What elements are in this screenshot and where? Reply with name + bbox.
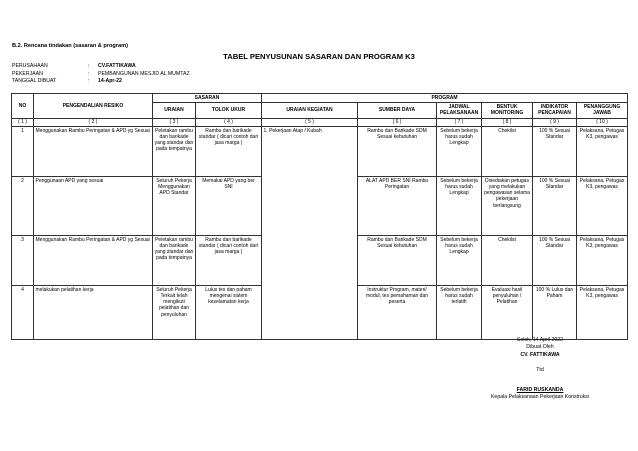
header-program: PROGRAM bbox=[262, 94, 628, 103]
signature-position: Kepala Pelaksanaan Pekerjaan Konstruksi bbox=[490, 394, 590, 401]
meta-project bbox=[12, 71, 190, 79]
col-number: ( 6 ) bbox=[358, 118, 437, 126]
col-number: ( 7 ) bbox=[437, 118, 482, 126]
meta-colon: : bbox=[88, 78, 90, 85]
header-no: NO bbox=[12, 94, 34, 119]
meta-label: PERUSAHAAN bbox=[12, 63, 48, 69]
meta-label: PEKERJAAN bbox=[12, 70, 43, 77]
cell-penanggung: Pelaksana, Petugas K3, pengawas bbox=[577, 126, 628, 176]
cell-pengendalian: Menggunakan Rambu Peringatan & APD yg Sesuai bbox=[34, 126, 153, 176]
cell-uraian-kegiatan: 1. Pekerjaan Atap / Kubah bbox=[262, 126, 358, 339]
header-jadwal: JADWAL PELAKSANAAN bbox=[437, 103, 482, 118]
meta-company bbox=[12, 63, 190, 71]
cell-pengendalian: melakukan pelatihan kerja bbox=[34, 285, 153, 339]
cell-sumber-daya: Instruktur Program, materi/ modul, tes pemahaman dan peserta bbox=[358, 285, 437, 339]
cell-no: 2 bbox=[12, 176, 34, 235]
cell-indikator: 100 % Sesuai Standar bbox=[533, 235, 577, 285]
col-number: ( 5 ) bbox=[262, 118, 358, 126]
meta-label: TANGGAL DIBUAT bbox=[12, 78, 57, 85]
signature-block bbox=[480, 337, 600, 401]
document-meta bbox=[12, 63, 190, 86]
col-number: ( 2 ) bbox=[34, 118, 153, 126]
cell-no: 3 bbox=[12, 235, 34, 285]
cell-uraian: Seluruh Pekerja Menggunakan APD Standar bbox=[153, 176, 196, 235]
header-uraian: URAIAN bbox=[153, 103, 196, 118]
cell-no: 1 bbox=[12, 126, 34, 176]
cell-sumber-daya: Rambu dan Barikade SDM Sesuai kebutuhan bbox=[358, 235, 437, 285]
cell-pengendalian: Menggunakan Rambu Peringatan & APD yg Sesuai bbox=[34, 235, 153, 285]
cell-uraian: Peletakan rambu dan barikade yang standar dan pada tempatnya bbox=[153, 126, 196, 176]
cell-jadwal: Sebelum bekerja harus sudah terlatih bbox=[437, 285, 482, 339]
cell-jadwal: Sebelum bekerja harus sudah Lengkap bbox=[437, 235, 482, 285]
cell-tolok-ukur: Rambu dan barikade standar ( dicari contoh dari jasa marga ) bbox=[196, 235, 262, 285]
cell-tolok-ukur: Memakai APD yang ber SNI bbox=[196, 176, 262, 235]
cell-indikator: 100 % Sesuai Standar bbox=[533, 126, 577, 176]
cell-tolok-ukur: Lulus tes dan paham mengenai sistem keselamatan kerja bbox=[196, 285, 262, 339]
signature-place-date: Solok, 14 April 2022 bbox=[516, 337, 564, 343]
cell-sumber-daya: ALAT APD BER SNI Rambu Peringatan bbox=[358, 176, 437, 235]
col-number: ( 8 ) bbox=[482, 118, 533, 126]
cell-jadwal: Sebelum bekerja harus sudah Lengkap bbox=[437, 176, 482, 235]
cell-penanggung: Pelaksana, Petugas K3, pengawas bbox=[577, 235, 628, 285]
meta-date bbox=[12, 78, 190, 86]
signature-company: CV. FATTIKAWA bbox=[520, 351, 560, 358]
header-tolok-ukur: TOLOK UKUR bbox=[196, 103, 262, 118]
signature-name: FARID RUSKANDA bbox=[516, 386, 564, 393]
meta-colon: : bbox=[88, 70, 90, 77]
header-pengendalian: PENGENDALIAN RESIKO bbox=[34, 94, 153, 119]
cell-indikator: 100 % Lulus dan Paham bbox=[533, 285, 577, 339]
cell-jadwal: Sebelum bekerja harus sudah Lengkap bbox=[437, 126, 482, 176]
col-number: ( 9 ) bbox=[533, 118, 577, 126]
signature-made-by: Dibuat Oleh bbox=[526, 344, 554, 351]
cell-penanggung: Pelaksana, Petugas K3, pengawas bbox=[577, 285, 628, 339]
cell-indikator: 100 % Sesuai Standar bbox=[533, 176, 577, 235]
meta-colon: : bbox=[88, 63, 90, 69]
program-table bbox=[11, 93, 628, 340]
col-number: ( 4 ) bbox=[196, 118, 262, 126]
cell-pengendalian: Penggunaan APD yang sesuai bbox=[34, 176, 153, 235]
header-sumber-daya: SUMBER DAYA bbox=[358, 103, 437, 118]
cell-tolok-ukur: Rambu dan barikade standar ( dicari contoh dari jasa marga ) bbox=[196, 126, 262, 176]
cell-sumber-daya: Rambu dan Barikade SDM Sesuai kebutuhan bbox=[358, 126, 437, 176]
cell-penanggung: Pelaksana, Petugas K3, pengawas bbox=[577, 176, 628, 235]
col-number: ( 3 ) bbox=[153, 118, 196, 126]
meta-value: PEMBANGUNAN MESJID AL MUMTAZ bbox=[98, 70, 190, 77]
col-number: ( 10 ) bbox=[577, 118, 628, 126]
cell-bentuk: Evaluasi hasil penyuluhan / Pelatihan bbox=[482, 285, 533, 339]
cell-bentuk: Chekilst bbox=[482, 126, 533, 176]
table-row bbox=[12, 126, 628, 176]
cell-bentuk: Chekilst bbox=[482, 235, 533, 285]
cell-uraian: Seluruh Pekerja Terkait telah mengikuti pelatihan dan penyuluhan bbox=[153, 285, 196, 339]
header-indikator: INDIKATOR PENCAPAIAN bbox=[533, 103, 577, 118]
document-title: TABEL PENYUSUNAN SASARAN DAN PROGRAM K3 bbox=[223, 52, 415, 61]
meta-value: 14-Apr-22 bbox=[98, 78, 122, 85]
col-number: ( 1 ) bbox=[12, 118, 34, 126]
section-heading: B.2. Rencana tindakan (sasaran & program) bbox=[12, 43, 128, 49]
cell-no: 4 bbox=[12, 285, 34, 339]
header-bentuk: BENTUK MONITORING bbox=[482, 103, 533, 118]
header-penanggung: PENANGGUNG JAWAB bbox=[577, 103, 628, 118]
cell-uraian: Peletakan rambu dan barikade yang standar dan pada tempatnya bbox=[153, 235, 196, 285]
signature-ttd: Ttd bbox=[536, 367, 544, 374]
header-sasaran: SASARAN bbox=[153, 94, 262, 103]
header-uraian-kegiatan: URAIAN KEGIATAN bbox=[262, 103, 358, 118]
cell-bentuk: Disediakan petugas yang melakukan pengawasan selama pekerjaan berlangsung bbox=[482, 176, 533, 235]
meta-value: CV.FATTIKAWA bbox=[98, 63, 136, 69]
